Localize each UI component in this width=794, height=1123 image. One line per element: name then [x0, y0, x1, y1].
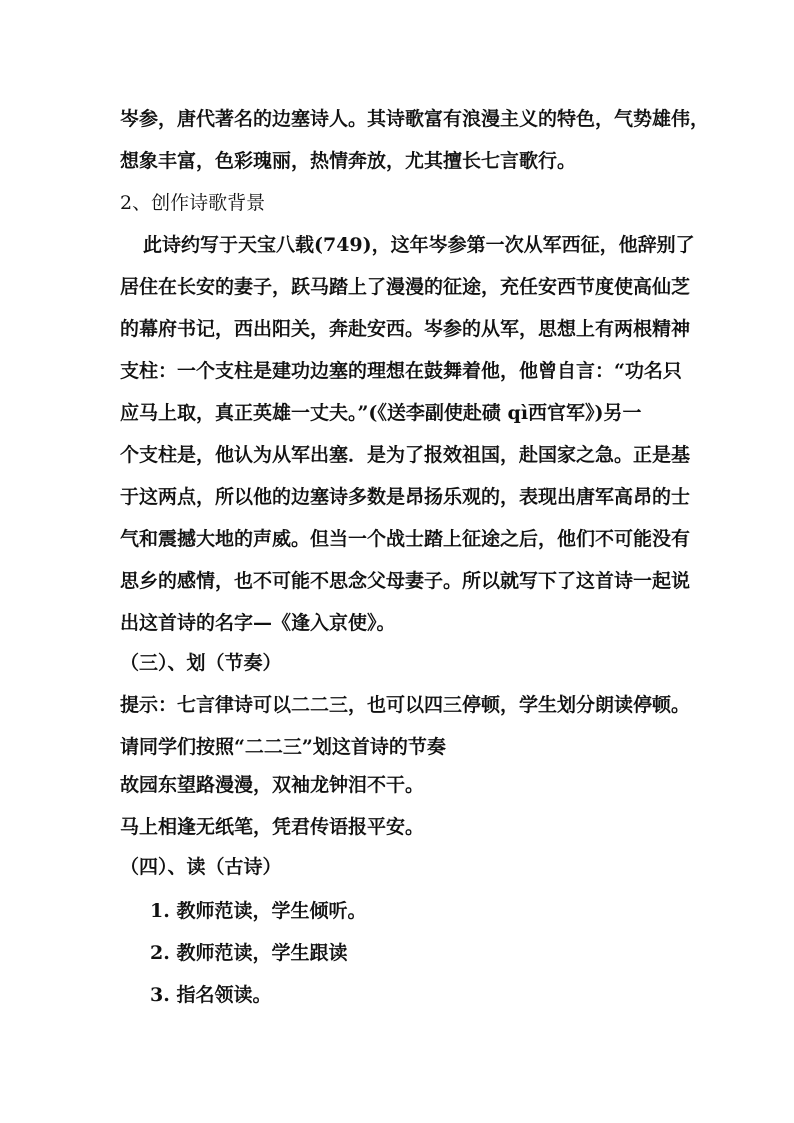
poem-line-2: 马上相逢无纸笔，凭君传语报平安。	[120, 816, 425, 838]
paragraph-line-7: 应马上取，真正英雄一丈夫。”(《送李副使赴碛 qì西官军》)另一	[120, 402, 642, 424]
section-heading-rhythm: （三）、划（节奏）	[120, 652, 282, 674]
paragraph-line-6: 支柱：一个支柱是建功边塞的理想在鼓舞着他，他曾自言：“功名只	[120, 360, 682, 382]
reading-step-3: 3. 指名领读。	[150, 984, 272, 1006]
reading-step-1: 1. 教师范读，学生倾听。	[150, 900, 367, 922]
paragraph-line-10: 气和震撼大地的声威。但当一个战士踏上征途之后，他们不可能没有	[120, 528, 691, 550]
section-heading-background: 2、创作诗歌背景	[120, 192, 266, 214]
paragraph-line-2: 想象丰富，色彩瑰丽，热情奔放，尤其擅长七言歌行。	[120, 150, 577, 172]
paragraph-line-1: 岑参，唐代著名的边塞诗人。其诗歌富有浪漫主义的特色，气势雄伟，	[120, 108, 710, 130]
section-heading-reading: （四）、读（古诗）	[120, 856, 282, 878]
paragraph-line-12: 出这首诗的名字—《逢入京使》。	[120, 612, 396, 634]
reading-step-2: 2. 教师范读，学生跟读	[150, 942, 348, 964]
paragraph-line-9: 于这两点，所以他的边塞诗多数是昂扬乐观的，表现出唐军高昂的士	[120, 486, 691, 508]
paragraph-line-5: 的幕府书记，西出阳关，奔赴安西。岑参的从军，思想上有两根精神	[120, 318, 691, 340]
instruction-line: 请同学们按照“二二三”划这首诗的节奏	[120, 736, 446, 758]
paragraph-line-3: 此诗约写于天宝八载(749)，这年岑参第一次从军西征，他辞别了	[143, 234, 695, 256]
poem-line-1: 故园东望路漫漫，双袖龙钟泪不干。	[120, 774, 425, 796]
paragraph-line-4: 居住在长安的妻子，跃马踏上了漫漫的征途，充任安西节度使高仙芝	[120, 276, 691, 298]
paragraph-line-8: 个支柱是，他认为从军出塞．是为了报效祖国，赴国家之急。正是基	[120, 444, 691, 466]
tip-line: 提示：七言律诗可以二二三，也可以四三停顿，学生划分朗读停顿。	[120, 694, 691, 716]
paragraph-line-11: 思乡的感情，也不可能不思念父母妻子。所以就写下了这首诗一起说	[120, 570, 691, 592]
